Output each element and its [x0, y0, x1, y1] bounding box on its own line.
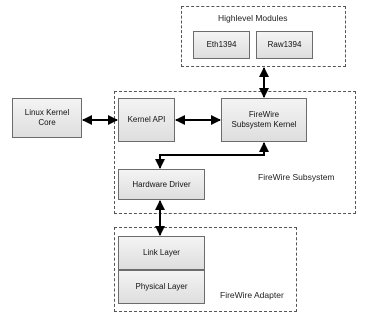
firewire-subsystem-kernel-label-line1: FireWire	[248, 110, 280, 119]
physical-layer-label: Physical Layer	[135, 282, 188, 291]
raw1394-label: Raw1394	[267, 40, 302, 49]
eth1394-label: Eth1394	[206, 40, 237, 49]
highlevel-modules-label: Highlevel Modules	[218, 13, 288, 23]
arrow-subsystem-kernel-hardware-driver	[160, 143, 264, 168]
link-layer-label: Link Layer	[143, 248, 180, 257]
kernel-api-label: Kernel API	[127, 115, 166, 124]
firewire-subsystem-kernel-label-line2: Subsystem Kernel	[231, 120, 297, 129]
firewire-subsystem-label: FireWire Subsystem	[258, 172, 335, 182]
linux-kernel-core-label-line1: Linux Kernel	[24, 108, 70, 117]
firewire-adapter-label: FireWire Adapter	[220, 290, 284, 300]
hardware-driver-label: Hardware Driver	[132, 179, 191, 189]
linux-kernel-core-label-line2: Core	[38, 118, 56, 127]
